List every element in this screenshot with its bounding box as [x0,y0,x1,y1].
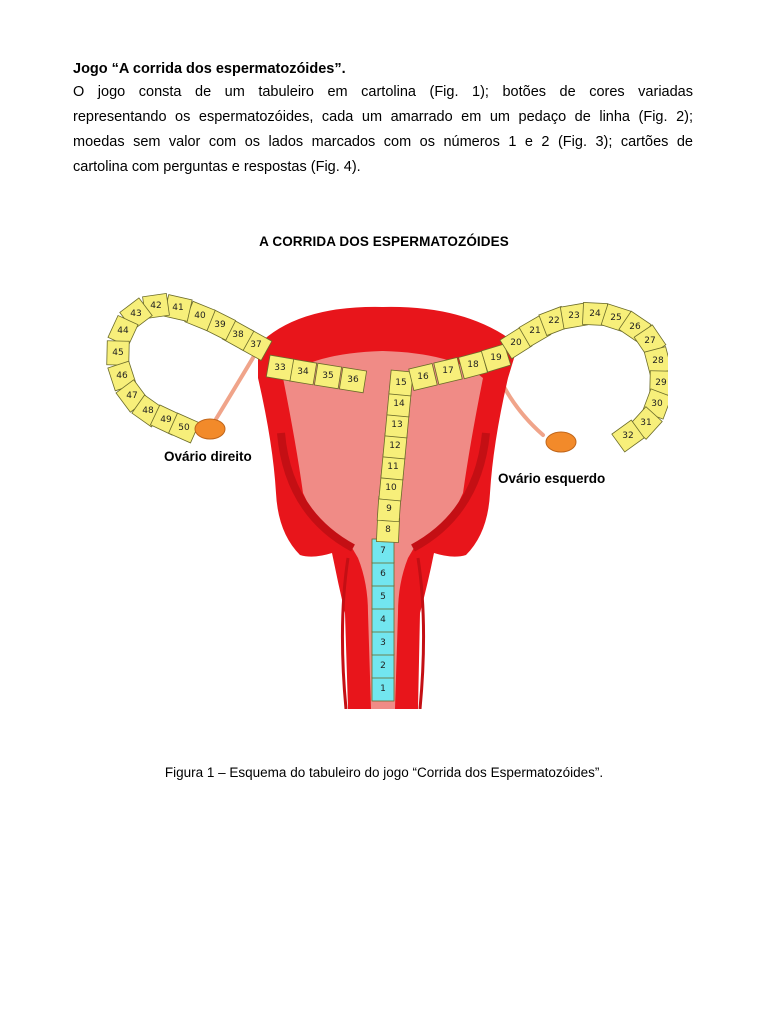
track-cell-number: 36 [347,375,359,385]
left-cross-track-cell [314,363,341,389]
track-cell-number: 7 [380,546,386,556]
paragraph-line: O jogo consta de um tabuleiro em cartolina (Fig. 1); botões de cores variadas [73,84,693,100]
intro-paragraph [73,80,693,180]
track-cell-number: 30 [651,399,663,409]
track-cell-number: 14 [393,399,405,409]
track-cell-number: 39 [214,320,226,330]
track-cell-number: 25 [610,313,622,323]
track-cell-number: 38 [232,330,244,340]
paragraph-line: cartolina com perguntas e respostas (Fig. 4). [73,159,361,175]
left-cross-track-cell [339,367,366,393]
right-ovary [195,419,225,439]
paragraph-line: representando os espermatozóides, cada um amarrado em um pedaço de linha (Fig. 2); [73,109,693,125]
track-cell-number: 6 [380,569,386,579]
cervix-track-cell [372,654,394,678]
track-cell-number: 46 [116,371,128,381]
track-cell-number: 3 [380,638,386,648]
track-cell-number: 50 [178,423,190,433]
track-cell-number: 15 [395,378,407,388]
track-cell-number: 28 [652,356,664,366]
track-cell-number: 4 [380,615,386,625]
figure-caption: Figura 1 – Esquema do tabuleiro do jogo “Corrida dos Espermatozóides”. [164,765,604,780]
track-cell-number: 33 [274,363,286,373]
track-cell-number: 9 [386,504,392,514]
track-cell-number: 18 [467,360,479,370]
track-cell-number: 23 [568,311,580,321]
track-cell-number: 37 [250,340,262,350]
track-cell-number: 48 [142,406,154,416]
track-cell-number: 13 [391,420,403,430]
track-cell-number: 2 [380,661,386,671]
ovary-left-label: Ovário esquerdo [498,471,606,486]
track-cell-number: 29 [655,378,667,388]
track-cell-number: 10 [385,483,397,493]
track-cell-number: 20 [510,338,522,348]
track-cell-number: 47 [126,391,138,401]
track-cell-number: 17 [442,366,454,376]
track-cell-number: 42 [150,301,162,311]
track-cell-number: 24 [589,309,601,319]
track-cell-number: 41 [172,303,184,313]
track-cell-number: 1 [380,684,386,694]
left-tube-track-cell [107,341,130,365]
board-title: A CORRIDA DOS ESPERMATOZÓIDES [259,234,509,249]
left-cross-track-cell [266,355,293,381]
track-cell-number: 35 [322,371,334,381]
track-cell-number: 27 [644,336,656,346]
left-ovary [546,432,576,452]
track-cell-number: 44 [117,326,129,336]
cervix-track-cell [372,608,394,632]
cervix-track-cell [372,562,394,586]
cervix-track-cell [372,631,394,655]
track-cell-number: 21 [529,326,541,336]
track-cell-number: 12 [389,441,401,451]
track-cell-number: 31 [640,418,652,428]
track-cell-number: 22 [548,316,560,326]
cervix-track-cell [372,539,394,563]
track-cell-number: 8 [385,525,391,535]
track-cell-number: 32 [622,431,634,441]
document-heading: Jogo “A corrida dos espermatozóides”. [73,61,346,77]
track-cell-number: 34 [297,367,309,377]
ovary-right-label: Ovário direito [164,449,252,464]
track-cell-number: 11 [387,462,399,472]
cervix-track-cell [372,677,394,701]
track-cell-number: 26 [629,322,641,332]
board-illustration [98,283,668,709]
center-track-cell [389,370,413,396]
track-cell-number: 45 [112,348,124,358]
track-cell-number: 49 [160,415,172,425]
left-ligament [503,385,543,435]
paragraph-line: moedas sem valor com os lados marcados com os números 1 e 2 (Fig. 3); cartões de [73,134,693,150]
cervix-track-cell [372,585,394,609]
track-cell-number: 19 [490,353,502,363]
track-cell-number: 43 [130,309,142,319]
board-figure [98,283,668,709]
track-cell-number: 5 [380,592,386,602]
track-cell-number: 16 [417,372,429,382]
track-cell-number: 40 [194,311,206,321]
